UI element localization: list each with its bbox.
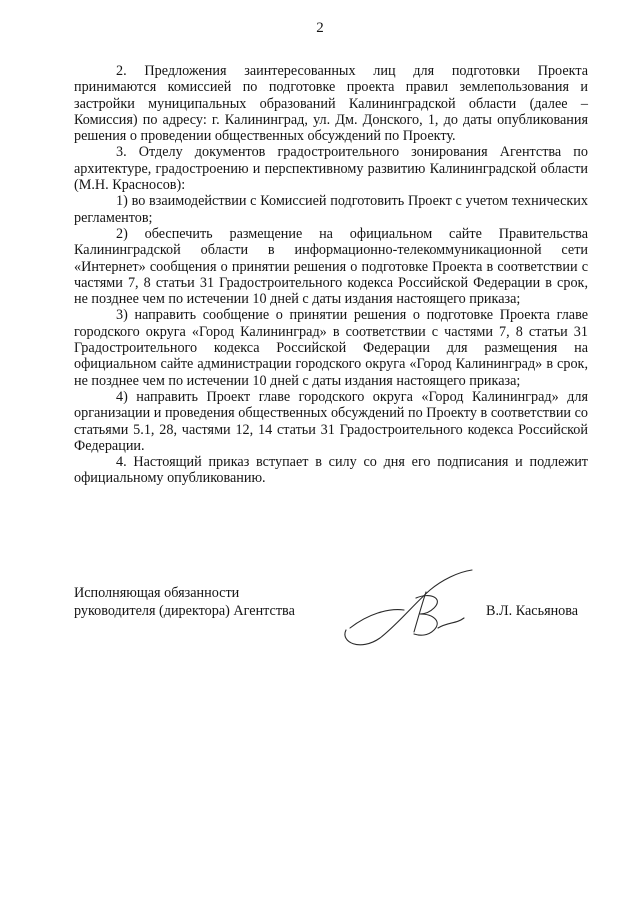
signatory-position-line-1: Исполняющая обязанности (74, 585, 240, 601)
paragraph-entry-into-force: 4. Настоящий приказ вступает в силу со дня его подписания и подлежит официальному опубликованию. (74, 454, 588, 487)
signatory-position (74, 584, 295, 620)
task-item-2: 2) обеспечить размещение на официальном сайте Правительства Калининградской области в информационно-телекоммуникационной сети «Интернет» сообщения о принятии решения о подготовке Проекта в соответствии с частями 7, 8 статьи 31 Градостроительного кодекса Российской Федерации в срок, не позднее чем по истечении 10 дней с даты издания настоящего приказа; (74, 225, 588, 308)
signatory-position-line-2: руководителя (директора) Агентства (74, 603, 295, 619)
paragraph-department-tasks: 3. Отделу документов градостроительного зонирования Агентства по архитектуре, градостроению и перспективному развитию Калининградской области (М.Н. Красносов): (74, 144, 588, 194)
paragraph-proposals: 2. Предложения заинтересованных лиц для подготовки Проекта принимаются комиссией по подготовке проекта правил землепользования и застройки муниципальных образований Калининградской области (далее – Комиссия) по адресу: г. Калининград, ул. Дм. Донского, 1, до даты опубликования решения о проведении общественных обсуждений по Проекту. (74, 63, 588, 145)
task-item-3: 3) направить сообщение о принятии решения о подготовке Проекта главе городского округа «Город Калининград» в соответствии с частями 7, 8 статьи 31 Градостроительного кодекса Российской Федерации для размещения на официальном сайте администрации городского округа «Город Калининград» в срок, не позднее чем по истечении 10 дней с даты издания настоящего приказа; (74, 307, 588, 389)
task-item-4: 4) направить Проект главе городского округа «Город Калининград» для организации и проведения общественных обсуждений по Проекту в соответствии со статьями 5.1, 28, частями 12, 14 статьи 31 Градостроительного кодекса Российской Федерации. (74, 388, 588, 454)
handwritten-signature (338, 568, 488, 658)
page-number: 2 (316, 20, 324, 36)
task-item-1: 1) во взаимодействии с Комиссией подготовить Проект с учетом технических регламентов; (74, 193, 588, 226)
document-body (74, 63, 588, 487)
signatory-name: В.Л. Касьянова (486, 603, 579, 619)
